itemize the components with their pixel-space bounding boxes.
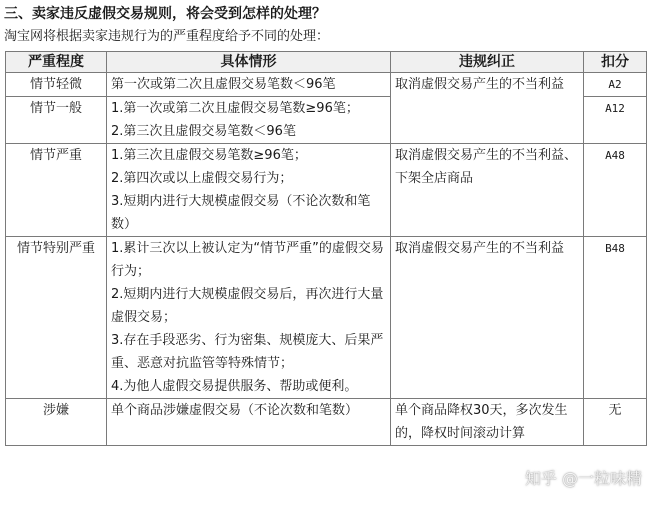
correction-cell: 取消虚假交易产生的不当利益 [391, 73, 584, 144]
situation-item: 单个商品涉嫌虚假交易（不论次数和笔数） [111, 403, 359, 418]
header-severity: 严重程度 [6, 52, 107, 73]
situation-item: 2.第三次且虚假交易笔数＜96笔 [111, 124, 296, 139]
situation-cell [107, 97, 391, 144]
situation-cell [107, 144, 391, 237]
score-cell: A12 [584, 97, 647, 144]
situation-cell [107, 237, 391, 399]
severity-cell: 情节一般 [6, 97, 107, 144]
header-situation: 具体情形 [107, 52, 391, 73]
situation-item: 1.第三次且虚假交易笔数≥96笔； [111, 148, 307, 163]
score-cell: 无 [584, 399, 647, 446]
score-cell: B48 [584, 237, 647, 399]
situation-item: 第一次或第二次且虚假交易笔数＜96笔 [111, 77, 336, 92]
header-score: 扣分 [584, 52, 647, 73]
severity-cell: 涉嫌 [6, 399, 107, 446]
table-row [6, 237, 647, 399]
situation-item: 1.第一次或第二次且虚假交易笔数≥96笔； [111, 101, 359, 116]
situation-item: 2.短期内进行大规模虚假交易后，再次进行大量虚假交易； [111, 287, 384, 325]
penalty-table [5, 51, 647, 446]
table-row [6, 73, 647, 97]
section-heading: 三、卖家违反虚假交易规则，将会受到怎样的处理？ [4, 6, 326, 22]
correction-cell: 单个商品降权30天，多次发生的，降权时间滚动计算 [391, 399, 584, 446]
table-header-row [6, 52, 647, 73]
table-row [6, 399, 647, 446]
situation-item: 4.为他人虚假交易提供服务、帮助或便利。 [111, 379, 358, 394]
header-correction: 违规纠正 [391, 52, 584, 73]
situation-item: 2.第四次或以上虚假交易行为； [111, 171, 293, 186]
situation-item: 1.累计三次以上被认定为“情节严重”的虚假交易行为； [111, 241, 384, 279]
score-cell: A48 [584, 144, 647, 237]
situation-item: 3.短期内进行大规模虚假交易（不论次数和笔数） [111, 194, 371, 232]
table-row [6, 144, 647, 237]
score-cell: A2 [584, 73, 647, 97]
watermark: 知乎 @一粒味精 [524, 469, 642, 488]
correction-cell: 取消虚假交易产生的不当利益 [391, 237, 584, 399]
severity-cell: 情节严重 [6, 144, 107, 237]
situation-cell [107, 73, 391, 97]
severity-cell: 情节特别严重 [6, 237, 107, 399]
situation-cell [107, 399, 391, 446]
situation-item: 3.存在手段恶劣、行为密集、规模庞大、后果严重、恶意对抗监管等特殊情节； [111, 333, 384, 371]
severity-cell: 情节轻微 [6, 73, 107, 97]
intro-text: 淘宝网将根据卖家违规行为的严重程度给予不同的处理： [4, 29, 330, 44]
correction-cell: 取消虚假交易产生的不当利益、下架全店商品 [391, 144, 584, 237]
